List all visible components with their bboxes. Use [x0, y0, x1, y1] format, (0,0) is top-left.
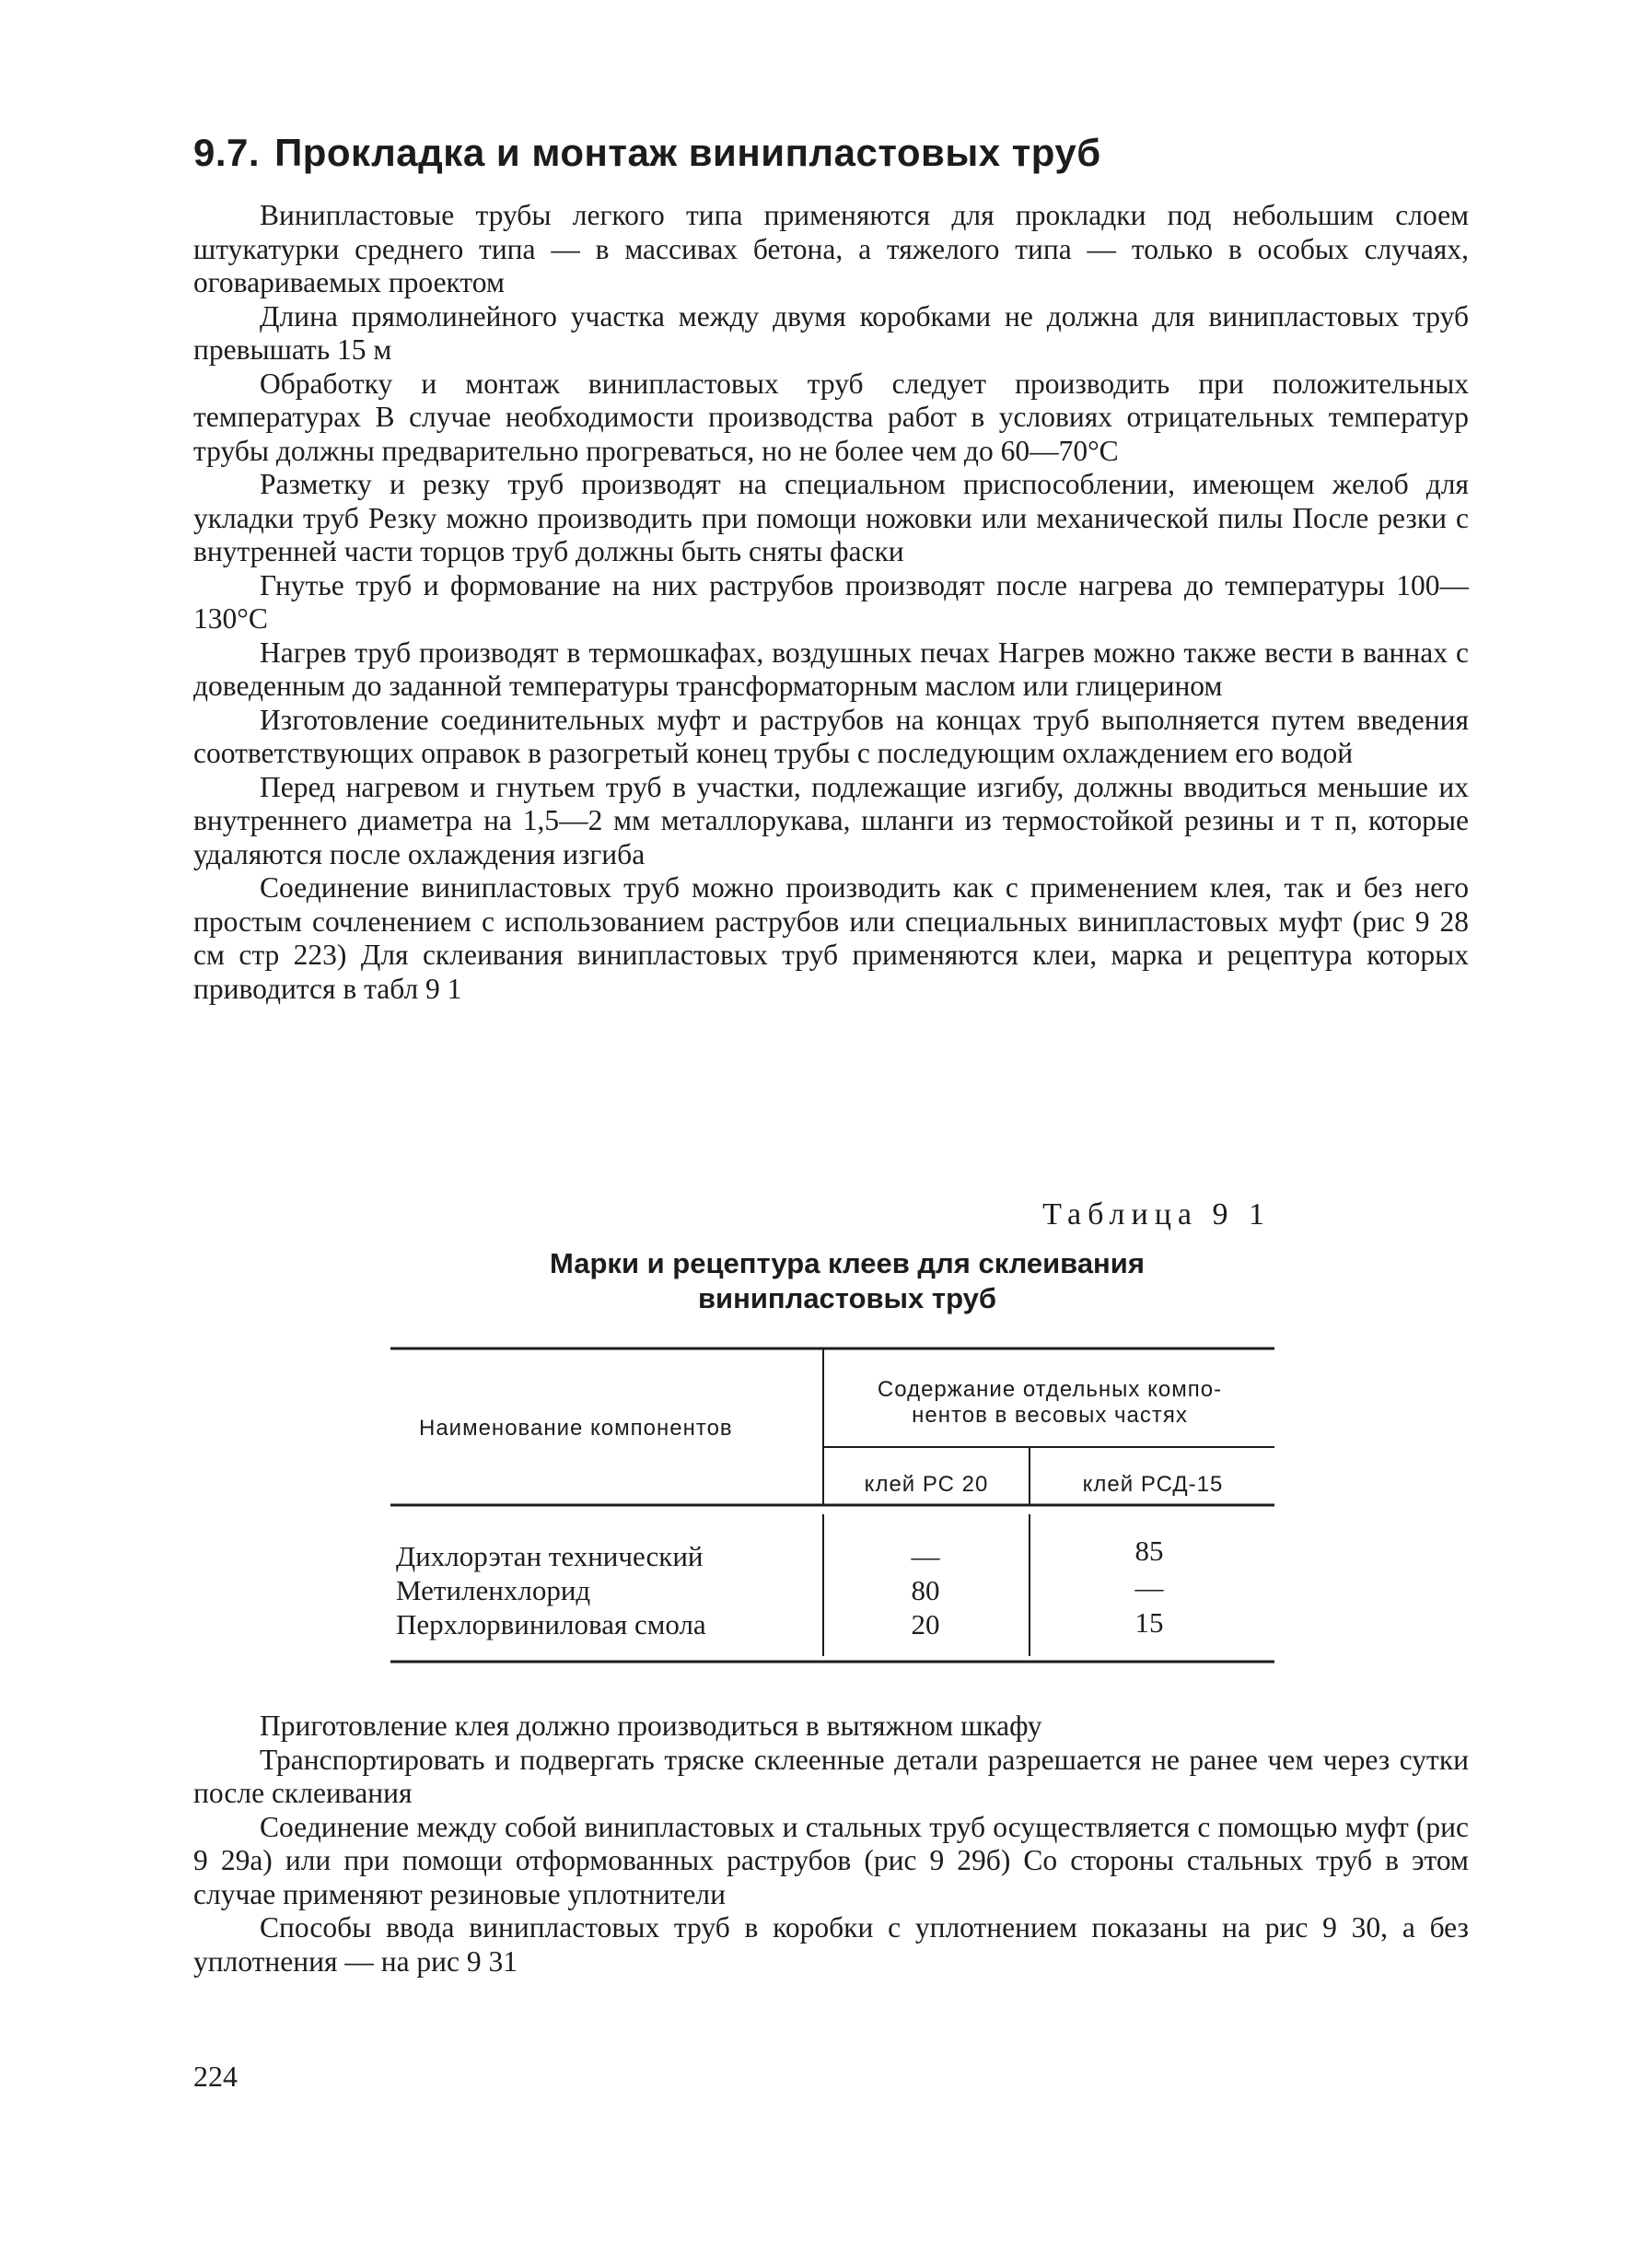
paragraph: Изготовление соединительных муфт и раструбов на концах труб выполняется путем введения соответствующих оправок в разогретый конец трубы с последующим охлаждением его водой — [193, 703, 1469, 769]
page-number: 224 — [193, 2060, 238, 2093]
table-label: Таблица 9 1 — [1042, 1197, 1271, 1232]
table-header-group — [829, 1377, 1271, 1429]
table-cell-name: Дихлорэтан технический — [396, 1540, 704, 1572]
paragraph: Нагрев труб производят в термошкафах, воздушных печах Нагрев можно также вести в ваннах с доведенным до заданной температуры трансформаторным маслом или глицерином — [193, 636, 1469, 702]
table-cell-glue-b: 15 — [1134, 1606, 1164, 1639]
table-header-group-line: Содержание отдельных компо- — [877, 1377, 1223, 1402]
paragraph: Разметку и резку труб производят на специальном приспособлении, имеющем желоб для укладки труб Резку можно производить при помощи ножовки или механической пилы После резки с внутренней части торцов труб должны быть сняты фаски — [193, 468, 1469, 567]
paragraph: Способы ввода винипластовых труб в коробки с уплотнением показаны на рис 9 30, а без уплотнения — на рис 9 31 — [193, 1911, 1469, 1978]
table-cell-glue-a: — — [911, 1540, 940, 1572]
table-cell-glue-a: 20 — [911, 1608, 940, 1640]
paragraph: Обработку и монтаж винипластовых труб следует производить при положительных температурах В случае необходимости производства работ в условиях отрицательных температур трубы должны предварительно прогреваться, но не более чем до 60—70°С — [193, 367, 1469, 467]
table-header-name: Наименование компонентов — [419, 1416, 733, 1441]
table-cell-glue-a: 80 — [911, 1574, 940, 1606]
paragraph: Перед нагревом и гнутьем труб в участки, подлежащие изгибу, должны вводиться меньшие их внутреннего диаметра на 1,5—2 мм металлорукава, шланги из термостойкой резины и т п, которые удаляются после охлаждения изгиба — [193, 770, 1469, 870]
table-header-group-line: нентов в весовых частях — [912, 1403, 1188, 1428]
table-cell-name: Перхлорвиниловая смола — [396, 1608, 706, 1640]
table-cell-glue-b: — — [1134, 1571, 1164, 1604]
section-title: Прокладка и монтаж винипластовых труб — [274, 131, 1101, 174]
table-title-line: Марки и рецептура клеев для склеивания — [550, 1247, 1145, 1279]
paragraph: Приготовление клея должно производиться в вытяжном шкафу — [260, 1710, 1042, 1742]
paragraph: Транспортировать и подвергать тряске склеенные детали разрешается не ранее чем через сутки после склеивания — [193, 1743, 1469, 1809]
paragraph: Соединение винипластовых труб можно производить как с применением клея, так и без него простым сочленением с использованием раструбов или специальных винипластовых муфт (рис 9 28 см стр 223) Для склеивания винипластовых труб применяются клеи, марка и рецептура которых приводится в табл 9 1 — [193, 871, 1469, 1005]
table-cell-name: Метиленхлорид — [396, 1574, 591, 1606]
body-text-bottom — [193, 1710, 1469, 1979]
table-header-glue-b: клей РСД-15 — [1082, 1472, 1224, 1497]
paragraph: Винипластовые трубы легкого типа применяются для прокладки под небольшим слоем штукатурки среднего типа — в массивах бетона, а тяжелого типа — только в особых случаях, оговариваемых проектом — [193, 199, 1469, 298]
table-header-glue-a: клей РС 20 — [864, 1472, 989, 1497]
table-cell-glue-b: 85 — [1134, 1535, 1164, 1567]
paragraph: Соединение между собой винипластовых и стальных труб осуществляется с помощью муфт (рис 9 29а) или при помощи отформованных раструбов (рис 9 29б) Со стороны стальных труб в этом случае применяют резиновые уплотнители — [193, 1810, 1469, 1910]
section-number: 9.7. — [193, 131, 261, 174]
paragraph: Длина прямолинейного участка между двумя коробками не должна для винипластовых труб превышать 15 м — [193, 299, 1469, 366]
paragraph: Гнутье труб и формование на них раструбов производят после нагрева до температуры 100—130°С — [193, 568, 1469, 635]
table-title-line: винипластовых труб — [698, 1282, 996, 1314]
